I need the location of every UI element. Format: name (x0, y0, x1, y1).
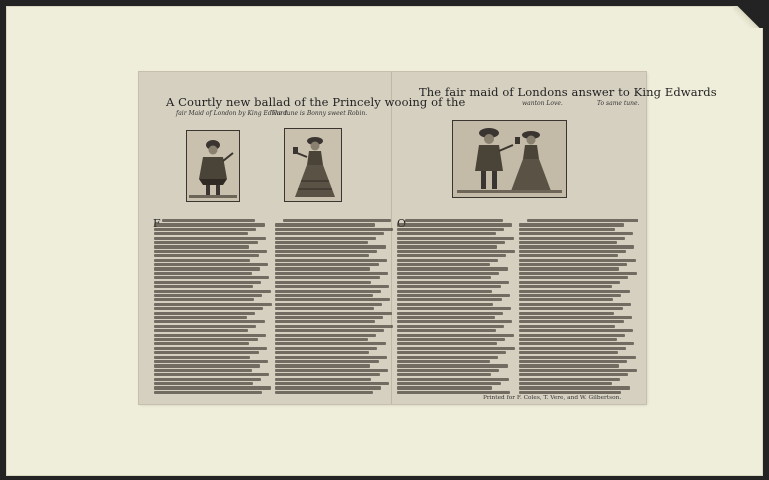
text-line (275, 259, 387, 262)
text-line (397, 228, 504, 231)
text-line (283, 219, 391, 222)
text-line (275, 241, 368, 244)
text-line (275, 338, 368, 341)
text-line (397, 281, 509, 284)
woodcut-king-figure (186, 130, 240, 202)
text-line (275, 325, 393, 328)
text-line (397, 294, 510, 297)
text-line (519, 285, 612, 288)
text-line (275, 237, 376, 240)
text-line (275, 298, 390, 301)
text-line (275, 382, 389, 385)
text-line (519, 228, 615, 231)
text-line (154, 303, 272, 306)
text-line (275, 250, 377, 253)
text-line (519, 369, 637, 372)
left-ballad-title: A Courtly new ballad of the Princely wooing of the (166, 95, 466, 109)
text-line (154, 312, 255, 315)
text-line (275, 369, 388, 372)
text-line (275, 272, 388, 275)
text-line (154, 351, 259, 354)
text-line (519, 347, 626, 350)
text-column-3 (397, 219, 516, 395)
right-ballad-subtitle: wanton Love. (522, 100, 563, 107)
left-ballad-subtitle: fair Maid of London by King Edward. (176, 110, 290, 117)
text-line (397, 241, 505, 244)
text-line (519, 263, 627, 266)
text-line (519, 259, 636, 262)
text-line (397, 356, 498, 359)
text-line (275, 232, 384, 235)
mount-corner-dogear (733, 6, 763, 28)
text-line (519, 360, 627, 363)
text-line (154, 245, 249, 248)
text-line (275, 329, 384, 332)
text-line (397, 316, 495, 319)
text-line (519, 373, 628, 376)
text-line (275, 347, 377, 350)
text-line (397, 342, 497, 345)
text-line (275, 254, 369, 257)
text-line (275, 307, 374, 310)
text-line (397, 369, 499, 372)
text-line (275, 263, 379, 266)
text-line (519, 241, 617, 244)
text-line (275, 320, 375, 323)
text-line (154, 329, 248, 332)
text-line (154, 294, 262, 297)
text-line (519, 334, 625, 337)
text-line (519, 267, 619, 270)
text-line (519, 386, 630, 389)
text-line (154, 272, 252, 275)
text-line (275, 356, 387, 359)
text-line (397, 303, 493, 306)
text-line (275, 378, 371, 381)
text-line (154, 373, 269, 376)
text-line (519, 312, 614, 315)
text-line (154, 369, 252, 372)
text-line (519, 272, 637, 275)
mount-board (6, 6, 763, 476)
text-line (154, 285, 253, 288)
text-line (154, 259, 250, 262)
text-line (397, 267, 508, 270)
text-line (275, 267, 370, 270)
text-line (519, 276, 628, 279)
text-line (154, 290, 271, 293)
text-line (519, 245, 634, 248)
text-line (154, 360, 268, 363)
text-line (154, 223, 265, 226)
text-line (397, 259, 498, 262)
text-line (275, 223, 375, 226)
text-line (275, 360, 379, 363)
text-line (397, 382, 501, 385)
text-line (519, 250, 626, 253)
text-line (154, 347, 267, 350)
text-line (397, 290, 492, 293)
woodcut-maid-figure (284, 128, 342, 202)
text-line (397, 391, 510, 394)
text-line (154, 276, 269, 279)
text-line (397, 272, 499, 275)
text-line (519, 237, 625, 240)
text-line (275, 364, 370, 367)
text-line (397, 307, 511, 310)
text-line (397, 285, 501, 288)
text-line (154, 391, 262, 394)
text-column-4 (519, 219, 638, 395)
text-line (519, 351, 618, 354)
text-line (397, 320, 512, 323)
text-line (397, 245, 497, 248)
text-line (154, 378, 261, 381)
text-line (154, 356, 250, 359)
text-line (397, 347, 515, 350)
text-line (519, 356, 636, 359)
text-line (527, 219, 638, 222)
text-line (405, 219, 503, 222)
text-line (519, 325, 615, 328)
text-line (397, 338, 505, 341)
text-line (397, 334, 514, 337)
text-line (519, 338, 617, 341)
text-line (397, 254, 506, 257)
text-line (519, 298, 613, 301)
text-column-2 (275, 219, 394, 395)
text-line (519, 232, 633, 235)
text-line (154, 316, 247, 319)
woodcut-couple-scene (452, 120, 567, 198)
text-line (275, 245, 386, 248)
text-line (275, 316, 383, 319)
text-line (154, 263, 268, 266)
text-line (519, 223, 624, 226)
text-line (154, 320, 265, 323)
text-line (275, 373, 380, 376)
text-line (154, 307, 263, 310)
text-line (397, 237, 514, 240)
text-line (519, 307, 623, 310)
text-line (154, 267, 260, 270)
text-line (275, 303, 382, 306)
text-line (397, 250, 515, 253)
text-line (397, 325, 504, 328)
text-line (275, 281, 371, 284)
text-line (275, 228, 393, 231)
text-line (519, 364, 619, 367)
text-line (154, 364, 260, 367)
text-line (162, 219, 255, 222)
left-ballad-tune: The tune is Bonny sweet Robin. (271, 110, 368, 117)
text-line (519, 254, 618, 257)
text-line (275, 276, 380, 279)
text-line (397, 298, 502, 301)
text-line (275, 351, 369, 354)
text-line (275, 285, 389, 288)
text-line (275, 290, 381, 293)
text-line (154, 334, 266, 337)
text-line (397, 364, 508, 367)
text-line (154, 325, 256, 328)
text-line (275, 391, 373, 394)
text-line (154, 281, 261, 284)
text-line (154, 298, 254, 301)
printer-imprint: Printed for F. Coles, T. Vere, and W. Gilbertson. (483, 395, 622, 401)
text-line (397, 223, 512, 226)
text-line (154, 232, 248, 235)
text-line (519, 294, 621, 297)
text-line (397, 329, 496, 332)
text-line (397, 312, 503, 315)
text-line (519, 382, 612, 385)
text-line (154, 338, 258, 341)
text-line (154, 237, 266, 240)
text-line (154, 254, 259, 257)
broadside-sheet (139, 72, 717, 404)
text-line (275, 294, 373, 297)
text-line (397, 386, 492, 389)
right-ballad-tune: To same tune. (597, 100, 640, 107)
text-line (519, 290, 630, 293)
text-line (154, 250, 267, 253)
text-line (154, 382, 253, 385)
text-line (154, 386, 271, 389)
text-line (397, 360, 490, 363)
text-line (397, 351, 506, 354)
text-line (154, 228, 256, 231)
text-line (397, 378, 509, 381)
text-line (519, 329, 633, 332)
text-line (519, 378, 620, 381)
text-line (397, 276, 491, 279)
text-line (519, 281, 620, 284)
text-line (275, 334, 376, 337)
text-line (519, 316, 632, 319)
text-line (275, 386, 381, 389)
text-line (519, 391, 621, 394)
text-line (397, 373, 491, 376)
right-ballad-title: The fair maid of Londons answer to King Edwards (419, 85, 717, 99)
text-line (275, 342, 386, 345)
text-line (154, 241, 258, 244)
text-column-1 (154, 219, 273, 395)
text-line (275, 312, 392, 315)
text-line (519, 342, 634, 345)
text-line (519, 303, 631, 306)
text-line (154, 342, 249, 345)
text-line (519, 320, 624, 323)
text-line (397, 263, 490, 266)
text-line (397, 232, 496, 235)
